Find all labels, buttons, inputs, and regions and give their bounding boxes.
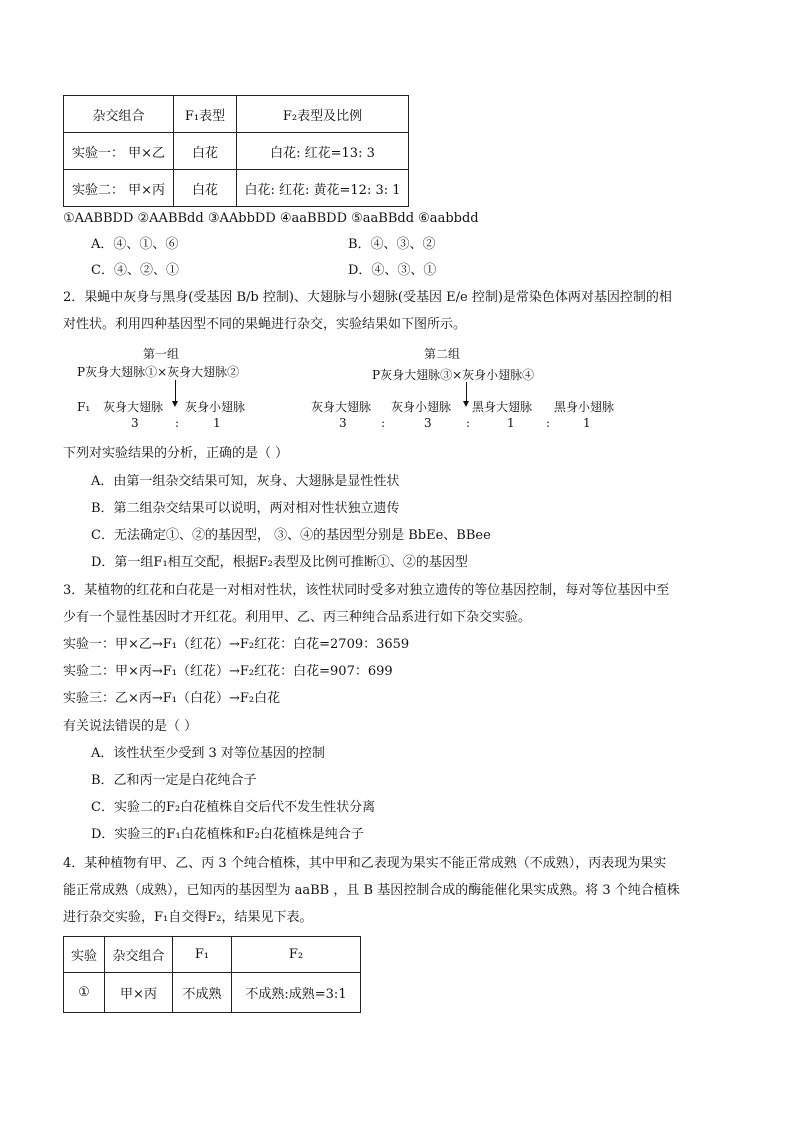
q3-experiment-2: 实验二：甲×丙→F₁（红花）→F₂红花：白花=907：699 — [63, 664, 393, 679]
q2-option-d: D．第一组F₁相互交配，根据F₂表型及比例可推断①、②的基因型 — [91, 555, 468, 570]
table-header: F₂ — [232, 937, 361, 973]
group2-ratio: : — [381, 416, 386, 430]
group2-offspring: 灰身大翅脉 — [311, 400, 372, 414]
table-cell: 实验一： 甲×乙 — [64, 133, 174, 170]
table-cell: 白花: 红花=13: 3 — [237, 133, 409, 170]
group2-ratio: : — [466, 416, 471, 430]
group1-ratio: 3 — [131, 416, 139, 430]
table-cell: ① — [64, 973, 105, 1013]
q3-stem-line1: 3．某植物的红花和白花是一对相对性状，该性状同时受多对独立遗传的等位基因控制，每对等位基因中至 — [63, 583, 670, 598]
table-header: F₂表型及比例 — [237, 96, 409, 133]
q3-stem-line2: 少有一个显性基因时才开红花。利用甲、乙、丙三种纯合品系进行如下杂交实验。 — [63, 610, 532, 625]
genotype-list: ①AABBDD ②AABBdd ③AAbbDD ④aaBBDD ⑤aaBBdd ⑥aabbdd — [63, 211, 479, 226]
q4-results-table — [63, 936, 361, 1013]
q3-option-a: A．该性状至少受到 3 对等位基因的控制 — [91, 746, 325, 761]
group2-offspring: 灰身小翅脉 — [391, 400, 452, 414]
table-header: 实验 — [64, 937, 105, 973]
group1-offspring: 灰身大翅脉 — [103, 400, 164, 414]
group2-arrow — [466, 382, 467, 402]
table-cell: 实验二： 甲×丙 — [64, 170, 174, 207]
q1-option-a: A．④、①、⑥ — [91, 237, 179, 252]
q3-question: 有关说法错误的是（ ） — [63, 719, 198, 734]
q4-stem-line3: 进行杂交实验，F₁自交得F₂，结果见下表。 — [63, 910, 313, 925]
q2-question: 下列对实验结果的分析，正确的是（ ） — [63, 446, 289, 461]
q4-stem-line2: 能正常成熟（成熟），已知丙的基因型为 aaBB ，且 B 基因控制合成的酶能催化果实成熟。将 3 个纯合植株 — [63, 883, 680, 898]
group2-ratio: : — [546, 416, 551, 430]
table-cell: 白花: 红花: 黄花=12: 3: 1 — [237, 170, 409, 207]
table-header: F₁ — [173, 937, 232, 973]
group1-title: 第一组 — [143, 347, 180, 361]
table-cell: 白花 — [174, 133, 237, 170]
q4-stem-line1: 4．某种植物有甲、乙、丙 3 个纯合植株，其中甲和乙表现为果实不能正常成熟（不成熟），丙表现为果实 — [63, 856, 667, 871]
q1-option-b: B．④、③、② — [348, 237, 436, 252]
q3-option-c: C．实验二的F₂白花植株自交后代不发生性状分离 — [91, 800, 376, 815]
cross-results-table — [63, 95, 409, 207]
table-header: 杂交组合 — [105, 937, 173, 973]
group1-ratio: : — [175, 416, 180, 430]
q2-option-c: C．无法确定①、②的基因型， ③、④的基因型分别是 BbEe、BBee — [91, 528, 491, 543]
q3-option-d: D．实验三的F₁白花植株和F₂白花植株是纯合子 — [91, 827, 364, 842]
f1-label: F₁ — [77, 400, 91, 414]
table-cell: 不成熟 — [173, 973, 232, 1013]
table-header: F₁表型 — [174, 96, 237, 133]
group2-ratio: 1 — [583, 416, 591, 430]
q3-experiment-3: 实验三：乙×丙→F₁（白花）→F₂白花 — [63, 691, 281, 706]
q3-experiment-1: 实验一：甲×乙→F₁（红花）→F₂红花：白花=2709：3659 — [63, 637, 410, 652]
table-cell: 白花 — [174, 170, 237, 207]
group2-ratio: 1 — [507, 416, 515, 430]
q3-option-b: B．乙和丙一定是白花纯合子 — [91, 773, 257, 788]
q2-option-a: A．由第一组杂交结果可知，灰身、大翅脉是显性性状 — [91, 474, 400, 489]
table-cell: 不成熟:成熟=3:1 — [232, 973, 361, 1013]
group1-arrow — [175, 380, 176, 402]
group2-cross: P灰身大翅脉③×灰身小翅脉④ — [372, 368, 535, 382]
q2-stem-line1: 2．果蝇中灰身与黑身(受基因 B/b 控制)、大翅脉与小翅脉(受基因 E/e 控制)是常染色体两对基因控制的相 — [63, 290, 672, 305]
group2-title: 第二组 — [424, 347, 461, 361]
group2-offspring: 黑身大翅脉 — [472, 400, 533, 414]
q1-option-c: C．④、②、① — [91, 263, 179, 278]
group1-cross: P灰身大翅脉①×灰身大翅脉② — [77, 365, 240, 379]
q2-stem-line2: 对性状。利用四种基因型不同的果蝇进行杂交，实验结果如下图所示。 — [63, 317, 467, 332]
group1-ratio: 1 — [213, 416, 221, 430]
q2-option-b: B．第二组杂交结果可以说明，两对相对性状独立遗传 — [91, 501, 400, 516]
group1-offspring: 灰身小翅脉 — [185, 400, 246, 414]
table-header: 杂交组合 — [64, 96, 174, 133]
group2-offspring: 黑身小翅脉 — [554, 400, 615, 414]
table-cell: 甲×丙 — [105, 973, 173, 1013]
group2-ratio: 3 — [424, 416, 432, 430]
q1-option-d: D．④、③、① — [348, 263, 437, 278]
group2-ratio: 3 — [339, 416, 347, 430]
